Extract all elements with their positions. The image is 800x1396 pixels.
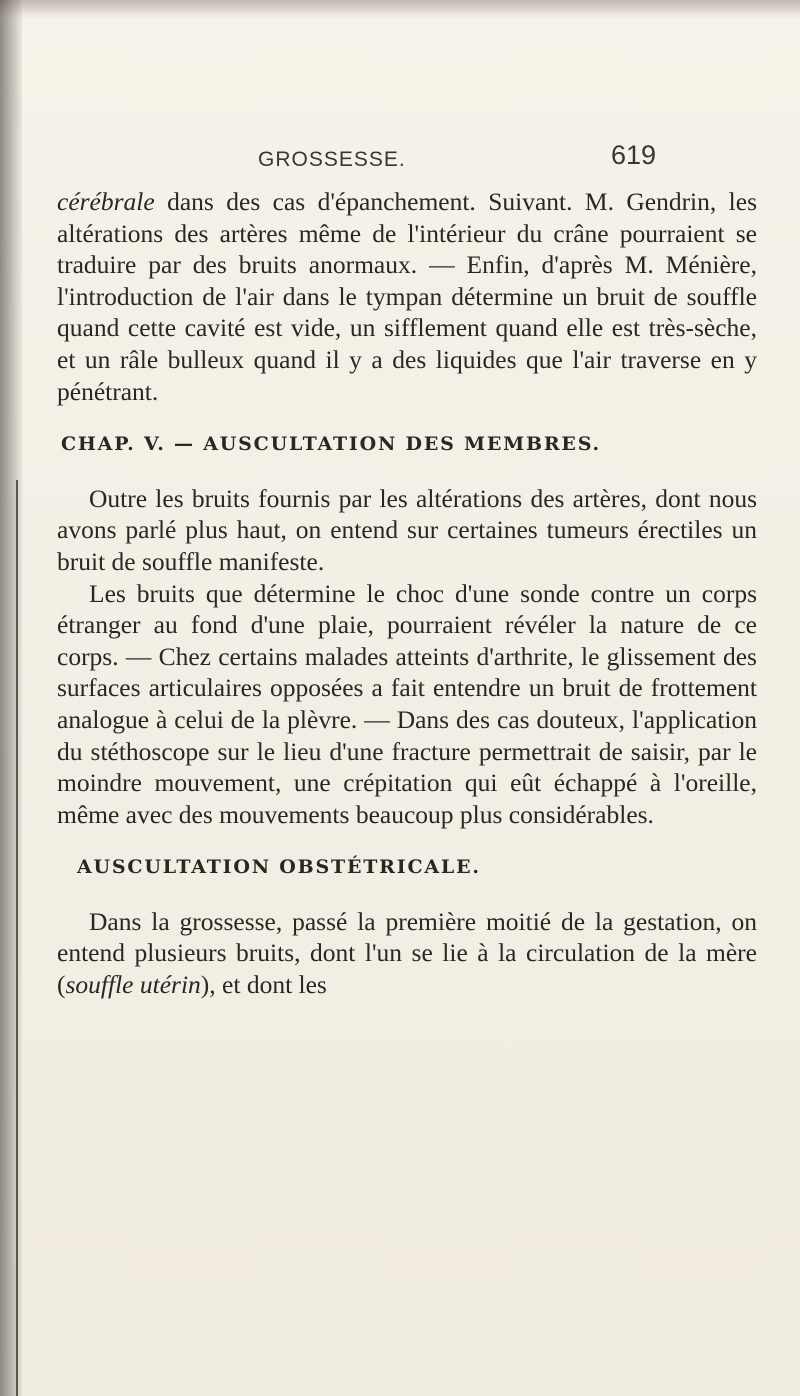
page-binding-shadow xyxy=(0,0,22,1396)
body-text xyxy=(57,186,757,1001)
running-title: GROSSESSE. xyxy=(258,148,406,171)
paragraph-1 xyxy=(57,186,757,407)
chapter-heading: CHAP. V. — AUSCULTATION DES MEMBRES. xyxy=(61,433,601,456)
paragraph-2: Outre les bruits fournis par les altérations des artères, dont nous avons parlé plus haut, on entend sur certaines tumeurs érectiles un bruit de souffle manifeste. xyxy=(57,483,757,576)
paragraph-3: Les bruits que détermine le choc d'une sonde contre un corps étranger au fond d'une plaie, pourraient révéler la nature de ce corps. — Chez certains malades atteints d'arthrite, le glissement des surfaces articulaires opposées a fait entendre un bruit de frottement analogue à celui de la plèvre. — Dans des cas douteux, l'application du stéthoscope sur le lieu d'une fracture permettrait de saisir, par le moindre mouvement, une crépitation qui eût échappé à l'oreille, même avec des mouvements beaucoup plus considérables. xyxy=(57,578,757,829)
italic-term: souffle utérin xyxy=(65,970,201,1000)
italic-word: cérébrale xyxy=(57,187,155,216)
paragraph-1-text: dans des cas d'épanchement. Suivant. M. Gendrin, les altérations des artères même de l'intérieur du crâne pourraient se traduire par des bruits anormaux. — Enfin, d'après M. Ménière, l'introduction de l'air dans le tympan détermine un bruit de souffle quand cette cavité est vide, un sifflement quand elle est très-sèche, et un râle bulleux quand il y a des liquides que l'air traverse en y pénétrant. xyxy=(57,187,757,406)
page-top-shadow xyxy=(0,0,800,18)
paragraph-4-start: Dans la grossesse, passé la première moitié de la gestation, on entend plusieurs bruits, dont l'un se lie à la circulation de la mère ( xyxy=(57,906,757,1000)
paragraph-4-end: ), et dont les xyxy=(200,970,327,1000)
page-number: 619 xyxy=(611,140,657,170)
section-heading: AUSCULTATION OBSTÉTRICALE. xyxy=(77,856,481,879)
page-header xyxy=(258,140,658,184)
paragraph-4 xyxy=(57,906,757,1001)
page-edge-line xyxy=(16,480,18,1396)
